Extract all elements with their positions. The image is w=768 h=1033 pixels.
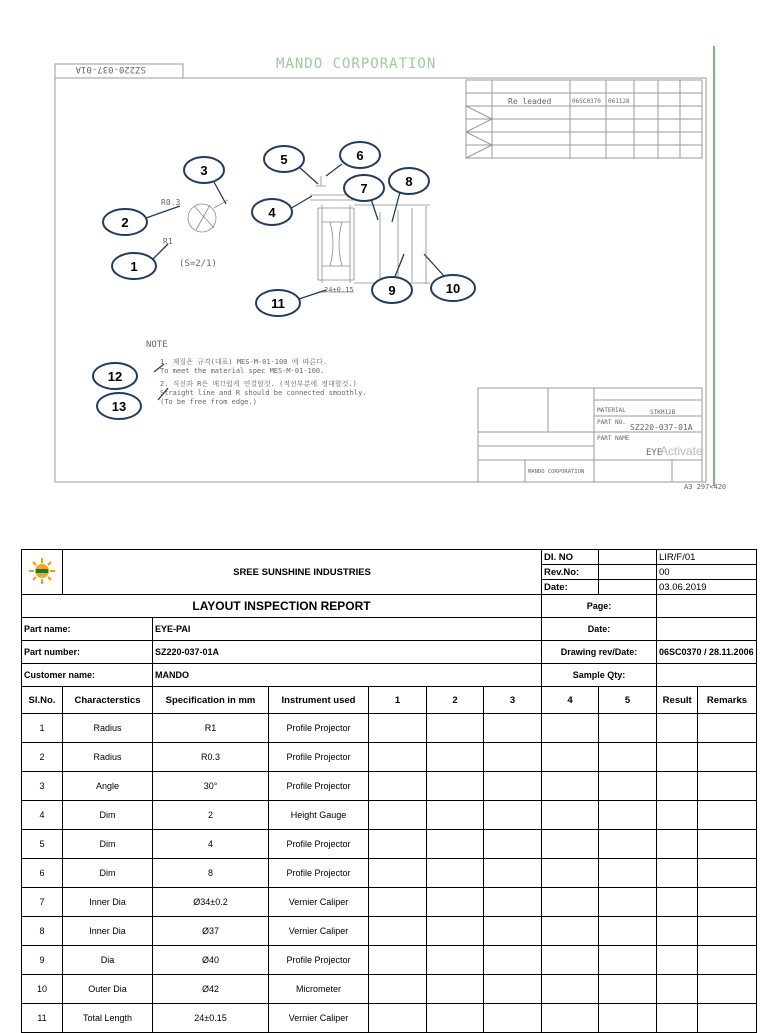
sample-5-cell[interactable] (599, 859, 657, 888)
sample-3-cell[interactable] (484, 830, 542, 859)
sample-1-cell[interactable] (369, 830, 427, 859)
sample-2-cell[interactable] (427, 830, 484, 859)
specification-cell: R1 (153, 714, 269, 743)
sample-1-cell[interactable] (369, 888, 427, 917)
sample-1-cell[interactable] (369, 801, 427, 830)
callout-7 (344, 175, 384, 201)
customer-name-label: Customer name: (22, 664, 153, 687)
table-row (22, 859, 757, 888)
report-title: LAYOUT INSPECTION REPORT (22, 595, 542, 618)
part-name-label: Part name: (22, 618, 153, 641)
note-line-2: To meet the material spec MES-M-01-100. (160, 367, 325, 375)
sl-no-cell: 8 (22, 917, 63, 946)
sl-no-cell: 2 (22, 743, 63, 772)
characteristic-cell: Dia (63, 946, 153, 975)
col-header-remarks: Remarks (698, 687, 756, 714)
sample-3-cell[interactable] (484, 946, 542, 975)
note-line-5: (To be free from edge.) (160, 398, 257, 406)
sample-5-cell[interactable] (599, 801, 657, 830)
svg-text:8: 8 (405, 174, 413, 189)
remarks-cell[interactable] (698, 888, 756, 917)
sample-1-cell[interactable] (369, 743, 427, 772)
instrument-cell: Profile Projector (269, 743, 369, 772)
sample-1-cell[interactable] (369, 714, 427, 743)
callout-6 (340, 142, 380, 168)
result-cell[interactable] (657, 801, 698, 830)
doc-no-label: DI. NO (542, 550, 599, 565)
remarks-cell[interactable] (698, 917, 756, 946)
characteristic-cell: Dim (63, 830, 153, 859)
sample-3-cell[interactable] (484, 888, 542, 917)
sample-4-cell[interactable] (542, 1004, 599, 1033)
note-line-4: Straight line and R should be connected smoothly. (160, 389, 367, 397)
svg-text:12: 12 (107, 369, 123, 384)
table-row (22, 917, 757, 946)
doc-no-value: LIR/F/01 (657, 550, 757, 565)
sample-1-cell[interactable] (369, 859, 427, 888)
instrument-cell: Vernier Caliper (269, 888, 369, 917)
specification-cell: Ø42 (153, 975, 269, 1004)
part-number-value: SZ220-037-01A (153, 641, 542, 664)
material-value: STKM12B (650, 409, 676, 416)
callout-2 (103, 209, 147, 235)
note-line-1: 1. 재질은 규격(대표) MES-M-01-100 에 따른다. (160, 358, 328, 366)
table-row (22, 714, 757, 743)
table-row (22, 975, 757, 1004)
result-cell[interactable] (657, 917, 698, 946)
callout-3 (184, 157, 224, 183)
callout-10 (431, 275, 475, 301)
col-header-sample-4: 4 (542, 687, 599, 714)
svg-text:3: 3 (200, 163, 208, 178)
table-row (22, 772, 757, 801)
svg-text:11: 11 (271, 296, 285, 311)
sample-5-cell[interactable] (599, 946, 657, 975)
svg-text:2: 2 (121, 215, 129, 230)
rev-no-value: 00 (657, 565, 757, 580)
col-header-sample-1: 1 (369, 687, 427, 714)
sample-qty-value[interactable] (657, 664, 757, 687)
result-cell[interactable] (657, 859, 698, 888)
date-value: 03.06.2019 (657, 580, 757, 595)
sample-3-cell[interactable] (484, 859, 542, 888)
svg-text:10: 10 (445, 281, 461, 296)
result-cell[interactable] (657, 888, 698, 917)
drawing-rev-value: 06SC0370 / 28.11.2006 (657, 641, 757, 664)
customer-name-value: MANDO (153, 664, 542, 687)
sample-4-cell[interactable] (542, 946, 599, 975)
sheet-size: A3 297×420 (684, 483, 727, 491)
sample-2-cell[interactable] (427, 917, 484, 946)
rev-no-label: Rev.No: (542, 565, 599, 580)
remarks-cell[interactable] (698, 801, 756, 830)
sample-3-cell[interactable] (484, 743, 542, 772)
remarks-cell[interactable] (698, 714, 756, 743)
technical-drawing (0, 0, 768, 500)
revision-block (466, 80, 702, 158)
sample-4-cell[interactable] (542, 772, 599, 801)
sample-5-cell[interactable] (599, 917, 657, 946)
sample-3-cell[interactable] (484, 801, 542, 830)
instrument-cell: Profile Projector (269, 830, 369, 859)
svg-text:13: 13 (111, 399, 127, 414)
part-no-value: SZ220-037-01A (630, 423, 693, 432)
callout-5 (264, 146, 304, 172)
specification-cell: 30° (153, 772, 269, 801)
sl-no-cell: 9 (22, 946, 63, 975)
sample-4-cell[interactable] (542, 917, 599, 946)
page-value[interactable] (657, 595, 757, 618)
characteristic-cell: Outer Dia (63, 975, 153, 1004)
col-header-sl-no: Sl.No. (22, 687, 63, 714)
sample-3-cell[interactable] (484, 772, 542, 801)
sample-5-cell[interactable] (599, 743, 657, 772)
table-row (22, 743, 757, 772)
sample-2-cell[interactable] (427, 743, 484, 772)
sl-no-cell: 5 (22, 830, 63, 859)
characteristic-cell: Angle (63, 772, 153, 801)
sample-2-cell[interactable] (427, 859, 484, 888)
title-block (478, 388, 702, 482)
col-header-specification: Specification in mm (153, 687, 269, 714)
specification-cell: 8 (153, 859, 269, 888)
sample-5-cell[interactable] (599, 888, 657, 917)
characteristic-cell: Inner Dia (63, 917, 153, 946)
svg-text:6: 6 (356, 148, 364, 163)
instrument-cell: Profile Projector (269, 714, 369, 743)
part-no-label: PART NO. (597, 419, 626, 426)
svg-text:9: 9 (388, 283, 396, 298)
characteristic-cell: Radius (63, 743, 153, 772)
specification-cell: Ø40 (153, 946, 269, 975)
company-logo (22, 550, 63, 595)
col-header-instrument: Instrument used (269, 687, 369, 714)
characteristic-cell: Inner Dia (63, 888, 153, 917)
sample-2-cell[interactable] (427, 888, 484, 917)
table-row (22, 1004, 757, 1033)
note-title: NOTE (146, 340, 168, 350)
callout-1 (112, 253, 156, 279)
sample-5-cell[interactable] (599, 975, 657, 1004)
date-label: Date: (542, 580, 599, 595)
callout-4 (252, 199, 292, 225)
sample-5-cell[interactable] (599, 1004, 657, 1033)
specification-cell: Ø37 (153, 917, 269, 946)
page-label: Page: (542, 595, 657, 618)
sample-qty-label: Sample Qty: (542, 664, 657, 687)
part-sketch (188, 176, 430, 292)
part-name-value: EYE (646, 448, 663, 458)
sample-3-cell[interactable] (484, 917, 542, 946)
company-name: SREE SUNSHINE INDUSTRIES (63, 550, 542, 595)
part-no-box-text: SZ220-037-01A (75, 64, 146, 74)
sample-1-cell[interactable] (369, 946, 427, 975)
specification-cell: 4 (153, 830, 269, 859)
revision-date: 061128 (608, 98, 630, 105)
characteristic-cell: Radius (63, 714, 153, 743)
sun-logo-icon (27, 556, 57, 586)
specification-cell: R0.3 (153, 743, 269, 772)
instrument-cell: Height Gauge (269, 801, 369, 830)
label-total-length: 24±0.15 (324, 286, 354, 294)
sample-3-cell[interactable] (484, 714, 542, 743)
instrument-cell: Micrometer (269, 975, 369, 1004)
sample-4-cell[interactable] (542, 714, 599, 743)
drawing-rev-label: Drawing rev/Date: (542, 641, 657, 664)
specification-cell: Ø34±0.2 (153, 888, 269, 917)
instrument-cell: Vernier Caliper (269, 1004, 369, 1033)
scale-label: (S=2/1) (179, 259, 217, 269)
sample-4-cell[interactable] (542, 859, 599, 888)
sl-no-cell: 7 (22, 888, 63, 917)
table-row (22, 830, 757, 859)
remarks-cell[interactable] (698, 743, 756, 772)
sample-5-cell[interactable] (599, 772, 657, 801)
remarks-cell[interactable] (698, 830, 756, 859)
sample-1-cell[interactable] (369, 772, 427, 801)
callout-8 (389, 168, 429, 194)
result-cell[interactable] (657, 830, 698, 859)
inspection-rows (22, 714, 757, 1033)
date2-value[interactable] (657, 618, 757, 641)
sample-3-cell[interactable] (484, 1004, 542, 1033)
result-cell[interactable] (657, 714, 698, 743)
callout-13 (97, 393, 141, 419)
sample-2-cell[interactable] (427, 714, 484, 743)
sample-1-cell[interactable] (369, 917, 427, 946)
note-line-3: 2. 직선과 R은 매끄럽게 연결할것. (직선부분에 정대할것.) (160, 380, 357, 388)
table-row (22, 801, 757, 830)
remarks-cell[interactable] (698, 859, 756, 888)
company-footer: MANDO CORPORATION (528, 469, 585, 475)
material-label: MATERIAL (597, 407, 626, 414)
result-cell[interactable] (657, 743, 698, 772)
date2-label: Date: (542, 618, 657, 641)
result-cell[interactable] (657, 1004, 698, 1033)
sample-1-cell[interactable] (369, 1004, 427, 1033)
sample-4-cell[interactable] (542, 888, 599, 917)
sample-3-cell[interactable] (484, 975, 542, 1004)
instrument-cell: Profile Projector (269, 859, 369, 888)
sample-5-cell[interactable] (599, 830, 657, 859)
part-number-label: Part number: (22, 641, 153, 664)
svg-text:1: 1 (130, 259, 138, 274)
activate-watermark: Activate (660, 444, 703, 458)
table-row (22, 888, 757, 917)
remarks-cell[interactable] (698, 1004, 756, 1033)
svg-text:5: 5 (280, 152, 288, 167)
sl-no-cell: 4 (22, 801, 63, 830)
callout-11 (256, 290, 300, 316)
callout-9 (372, 277, 412, 303)
characteristic-cell: Dim (63, 801, 153, 830)
col-header-sample-2: 2 (427, 687, 484, 714)
part-name-value: EYE-PAI (153, 618, 542, 641)
col-header-sample-3: 3 (484, 687, 542, 714)
result-cell[interactable] (657, 772, 698, 801)
instrument-cell: Profile Projector (269, 772, 369, 801)
instrument-cell: Profile Projector (269, 946, 369, 975)
col-header-result: Result (657, 687, 698, 714)
table-row (22, 946, 757, 975)
sample-2-cell[interactable] (427, 801, 484, 830)
result-cell[interactable] (657, 975, 698, 1004)
sample-5-cell[interactable] (599, 714, 657, 743)
sample-4-cell[interactable] (542, 743, 599, 772)
label-r1: R1 (163, 237, 173, 246)
svg-text:4: 4 (268, 205, 276, 220)
characteristic-cell: Dim (63, 859, 153, 888)
sl-no-cell: 1 (22, 714, 63, 743)
instrument-cell: Vernier Caliper (269, 917, 369, 946)
remarks-cell[interactable] (698, 946, 756, 975)
drawing-header-title: MANDO CORPORATION (276, 56, 437, 72)
sample-2-cell[interactable] (427, 975, 484, 1004)
layout-inspection-report (21, 549, 757, 1033)
label-r03: R0.3 (161, 198, 181, 207)
characteristic-cell: Total Length (63, 1004, 153, 1033)
callout-12 (93, 363, 137, 389)
svg-text:7: 7 (360, 181, 368, 196)
revision-description: Re leaded (508, 97, 552, 106)
sl-no-cell: 10 (22, 975, 63, 1004)
remarks-cell[interactable] (698, 772, 756, 801)
sample-4-cell[interactable] (542, 975, 599, 1004)
specification-cell: 2 (153, 801, 269, 830)
part-name-label: PART NAME (597, 435, 630, 442)
revision-number: 06SC0370 (572, 98, 601, 105)
sample-2-cell[interactable] (427, 946, 484, 975)
sl-no-cell: 6 (22, 859, 63, 888)
sample-4-cell[interactable] (542, 801, 599, 830)
result-cell[interactable] (657, 946, 698, 975)
sample-4-cell[interactable] (542, 830, 599, 859)
sl-no-cell: 11 (22, 1004, 63, 1033)
sample-2-cell[interactable] (427, 1004, 484, 1033)
col-header-sample-5: 5 (599, 687, 657, 714)
sample-2-cell[interactable] (427, 772, 484, 801)
specification-cell: 24±0.15 (153, 1004, 269, 1033)
remarks-cell[interactable] (698, 975, 756, 1004)
sl-no-cell: 3 (22, 772, 63, 801)
sample-1-cell[interactable] (369, 975, 427, 1004)
col-header-characteristics: Characterstics (63, 687, 153, 714)
